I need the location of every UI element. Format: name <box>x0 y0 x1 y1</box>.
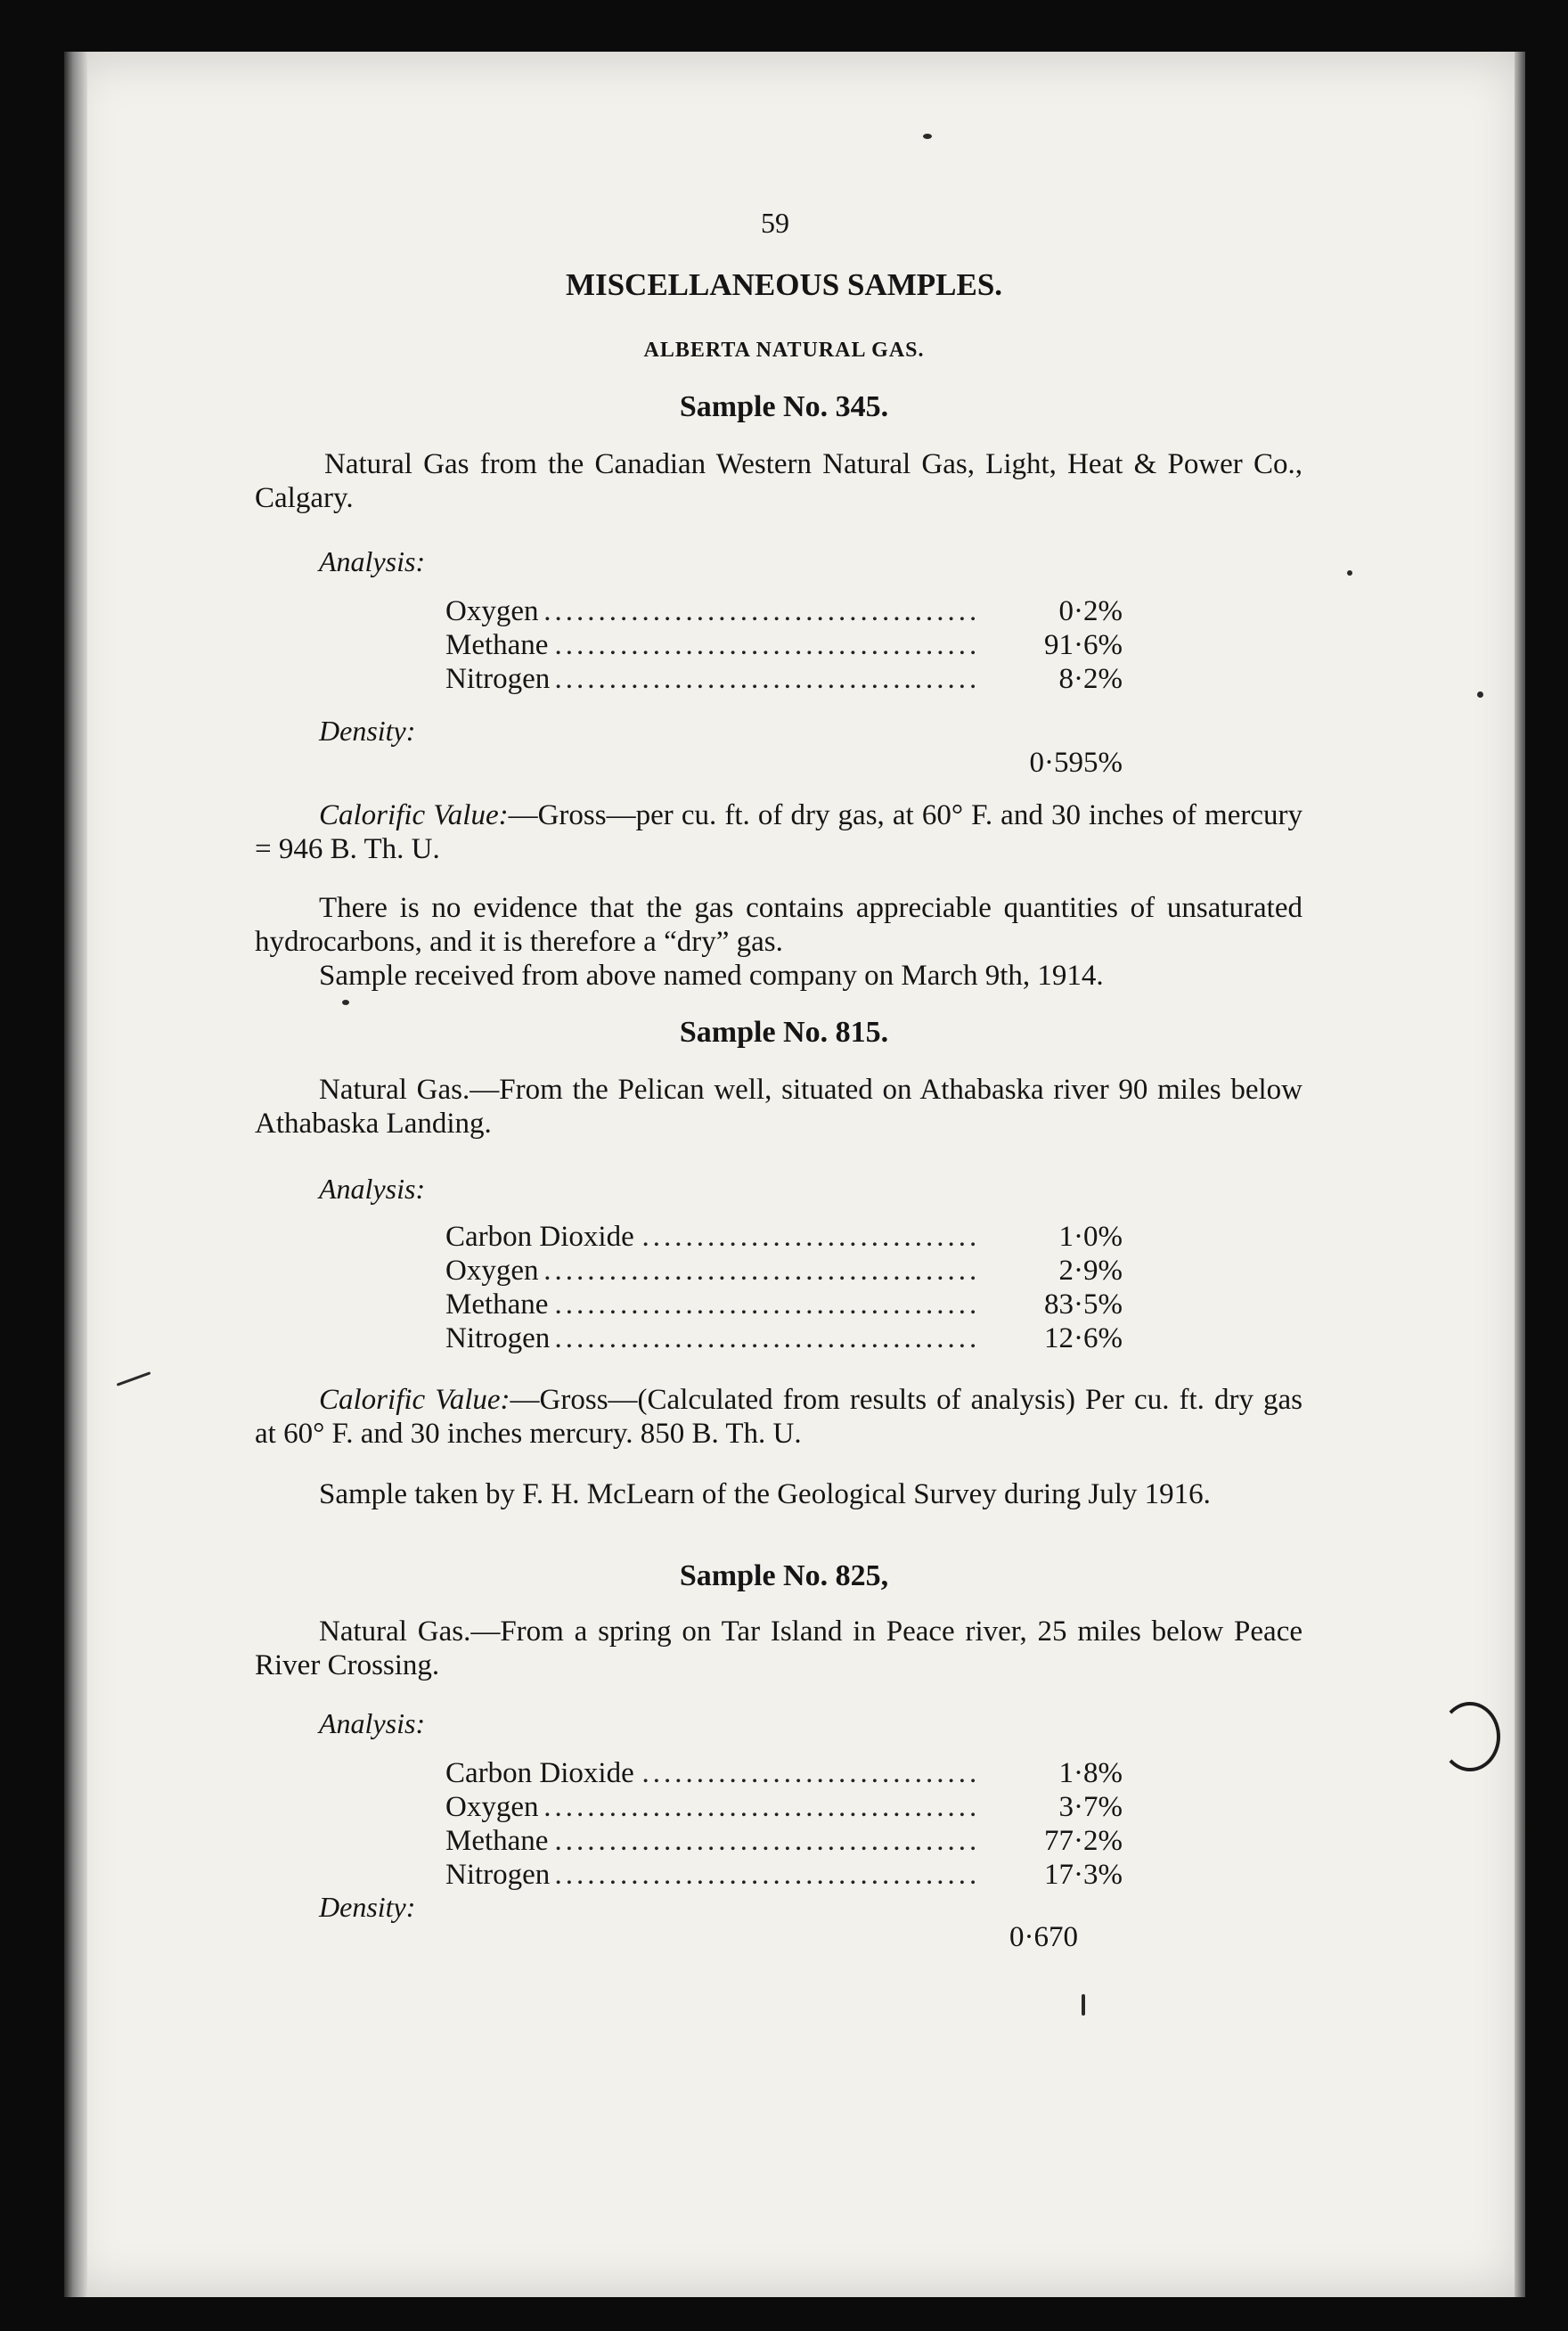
analysis-row <box>445 595 1123 627</box>
sample-description: Natural Gas.—From a spring on Tar Island in Peace river, 25 miles below Peace River Crossing. <box>255 1615 1303 1681</box>
component-name: Methane <box>445 629 551 662</box>
calorific-text: —Gross—per cu. ft. of dry gas, at 60° F. and 30 inches of mercury = 946 B. Th. U. <box>255 799 1303 865</box>
density-label: Density: <box>319 1891 416 1923</box>
component-name: Carbon Dioxide <box>445 1221 638 1254</box>
analysis-label: Analysis: <box>319 1173 426 1205</box>
component-value: 17·3% <box>975 1859 1123 1892</box>
sample-description: Natural Gas from the Canadian Western Natural Gas, Light, Heat & Power Co., Calgary. <box>255 448 1303 514</box>
component-name: Carbon Dioxide <box>445 1757 638 1790</box>
sample-heading: Sample No. 815. <box>679 1016 889 1049</box>
analysis-row <box>445 1221 1123 1253</box>
component-value: 3·7% <box>975 1791 1123 1824</box>
body-paragraph: There is no evidence that the gas contains appreciable quantities of unsaturated hydrocarbons, and it is therefore a “dry” gas. <box>255 892 1303 958</box>
page-binding-edge <box>64 52 87 2297</box>
analysis-row <box>445 1859 1123 1891</box>
document-page <box>64 52 1525 2297</box>
calorific-value-paragraph <box>255 1383 1303 1451</box>
body-paragraph: Sample received from above named company on March 9th, 1914. <box>319 960 1104 992</box>
scan-speck <box>1347 570 1352 576</box>
component-name: Oxygen <box>445 595 542 628</box>
scan-speck <box>1477 691 1483 698</box>
scan-speck <box>342 1000 349 1005</box>
analysis-row <box>445 1322 1123 1354</box>
component-name: Methane <box>445 1825 551 1858</box>
calorific-text: —Gross—(Calculated from results of analysis) Per cu. ft. dry gas at 60° F. and 30 inches mercury. 850 B. Th. U. <box>255 1384 1303 1450</box>
scan-speck <box>1082 1994 1085 2016</box>
analysis-row <box>445 1825 1123 1857</box>
density-value: 0·670 <box>1009 1921 1078 1953</box>
component-name: Methane <box>445 1288 551 1321</box>
section-subtitle: ALBERTA NATURAL GAS. <box>643 339 925 362</box>
scan-speck <box>923 134 932 139</box>
scan-artifact-ring <box>1440 1702 1500 1771</box>
component-name: Nitrogen <box>445 663 553 696</box>
page-title: MISCELLANEOUS SAMPLES. <box>565 267 1003 302</box>
page-right-edge <box>1515 52 1525 2297</box>
component-name: Oxygen <box>445 1255 542 1288</box>
analysis-row <box>445 629 1123 661</box>
sample-description: Natural Gas.—From the Pelican well, situated on Athabaska river 90 miles below Athabaska Landing. <box>255 1074 1303 1140</box>
component-value: 1·0% <box>975 1221 1123 1254</box>
calorific-label: Calorific Value: <box>319 799 509 831</box>
analysis-row <box>445 1255 1123 1287</box>
analysis-row <box>445 1757 1123 1789</box>
component-value: 83·5% <box>975 1288 1123 1321</box>
calorific-value-paragraph <box>255 798 1303 866</box>
analysis-label: Analysis: <box>319 545 426 577</box>
analysis-row <box>445 663 1123 695</box>
body-paragraph: Sample taken by F. H. McLearn of the Geological Survey during July 1916. <box>319 1478 1211 1510</box>
component-name: Nitrogen <box>445 1859 553 1892</box>
analysis-label: Analysis: <box>319 1707 426 1739</box>
component-value: 0·2% <box>975 595 1123 628</box>
component-name: Oxygen <box>445 1791 542 1824</box>
analysis-row <box>445 1791 1123 1823</box>
component-value: 1·8% <box>975 1757 1123 1790</box>
density-label: Density: <box>319 715 416 747</box>
component-value: 77·2% <box>975 1825 1123 1858</box>
component-value: 2·9% <box>975 1255 1123 1288</box>
density-value: 0·595% <box>1029 747 1123 779</box>
component-value: 8·2% <box>975 663 1123 696</box>
sample-heading: Sample No. 345. <box>679 390 889 423</box>
page-number: 59 <box>761 207 789 239</box>
calorific-label: Calorific Value: <box>319 1384 510 1416</box>
component-name: Nitrogen <box>445 1322 553 1355</box>
component-value: 12·6% <box>975 1322 1123 1355</box>
component-value: 91·6% <box>975 629 1123 662</box>
analysis-row <box>445 1288 1123 1321</box>
sample-heading: Sample No. 825, <box>679 1559 889 1592</box>
